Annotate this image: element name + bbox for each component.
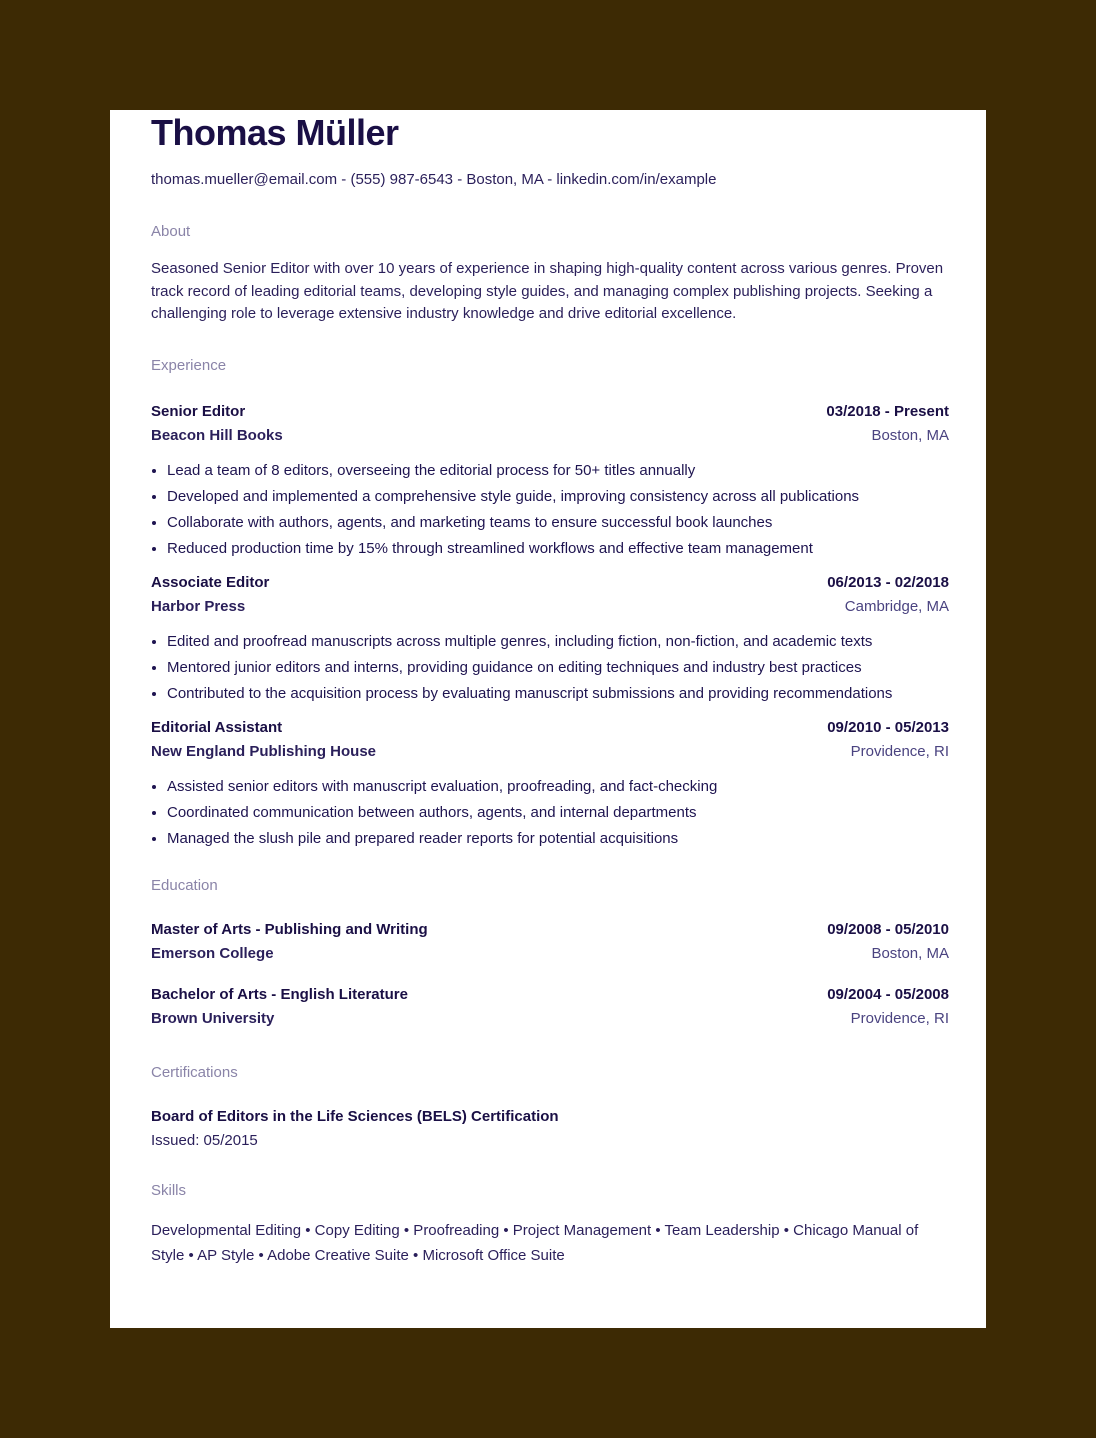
section-title-education: Education [151,876,218,894]
section-title-certifications: Certifications [151,1063,238,1081]
education-dates: 09/2008 - 05/2010 [827,920,949,938]
list-item: • Coordinated communication between authors, agents, and internal departments [167,803,949,823]
certification-entry [151,1107,949,1151]
about-text: Seasoned Senior Editor with over 10 years of experience in shaping high-quality content across various genres. Proven track record of leading editorial teams, developing style guides, and managing complex publishing projects. Seeking a challenging role to leverage extensive industry knowledge and drive editorial excellence. [151,260,944,322]
list-item: • Collaborate with authors, agents, and marketing teams to ensure successful book launches [167,513,949,533]
section-title-skills: Skills [151,1181,187,1199]
contact-line: thomas.mueller@email.com - (555) 987-6543 - Boston, MA - linkedin.com/in/example [151,171,717,188]
job-bullets [151,632,949,704]
job-dates: 03/2018 - Present [826,402,949,420]
job-title: Associate Editor [151,573,270,591]
list-item: • Edited and proofread manuscripts across multiple genres, including fiction, non-fiction, and academic texts [167,632,949,652]
job-bullets [151,461,949,559]
job-title: Senior Editor [151,402,246,420]
list-item: • Reduced production time by 15% through streamlined workflows and effective team management [167,539,949,559]
education-subheader [151,944,949,964]
experience-header [151,402,949,422]
experience-entry [151,573,949,704]
job-location: Providence, RI [850,742,949,760]
job-location: Boston, MA [871,426,949,444]
education-entry [151,985,949,1029]
skills-text: Developmental Editing • Copy Editing • Proofreading • Project Management • Team Leadership • Chicago Manual of Style • AP Style • Adobe Creative Suite • Microsoft Office Suite [151,1221,919,1264]
job-dates: 06/2013 - 02/2018 [827,573,949,591]
company-name: Harbor Press [151,597,246,615]
company-name: Beacon Hill Books [151,426,283,444]
degree-name: Master of Arts - Publishing and Writing [151,920,428,938]
list-item: • Lead a team of 8 editors, overseeing the editorial process for 50+ titles annually [167,461,949,481]
certification-issued: Issued: 05/2015 [151,1131,258,1149]
experience-entry [151,402,949,559]
education-header [151,985,949,1005]
list-item: • Contributed to the acquisition process by evaluating manuscript submissions and providing recommendations [167,684,949,704]
list-item: • Assisted senior editors with manuscript evaluation, proofreading, and fact-checking [167,777,949,797]
company-name: New England Publishing House [151,742,377,760]
experience-subheader [151,426,949,446]
school-name: Brown University [151,1009,275,1027]
list-item: • Mentored junior editors and interns, providing guidance on editing techniques and industry best practices [167,658,949,678]
education-subheader [151,1009,949,1029]
experience-header [151,718,949,738]
job-dates: 09/2010 - 05/2013 [827,718,949,736]
job-title: Editorial Assistant [151,718,283,736]
school-location: Providence, RI [850,1009,949,1027]
candidate-name: Thomas Müller [151,112,399,153]
section-title-experience: Experience [151,356,227,374]
experience-entry [151,718,949,849]
experience-header [151,573,949,593]
school-name: Emerson College [151,944,274,962]
list-item: • Developed and implemented a comprehensive style guide, improving consistency across all publications [167,487,949,507]
education-dates: 09/2004 - 05/2008 [827,985,949,1003]
job-bullets [151,777,949,849]
school-location: Boston, MA [871,944,949,962]
experience-subheader [151,742,949,762]
job-location: Cambridge, MA [844,597,949,615]
education-header [151,920,949,940]
list-item: • Managed the slush pile and prepared reader reports for potential acquisitions [167,829,949,849]
degree-name: Bachelor of Arts - English Literature [151,985,408,1003]
certification-name: Board of Editors in the Life Sciences (BELS) Certification [151,1107,559,1125]
resume-page [110,110,986,1328]
education-entry [151,920,949,964]
section-title-about: About [151,223,191,240]
experience-subheader [151,597,949,617]
